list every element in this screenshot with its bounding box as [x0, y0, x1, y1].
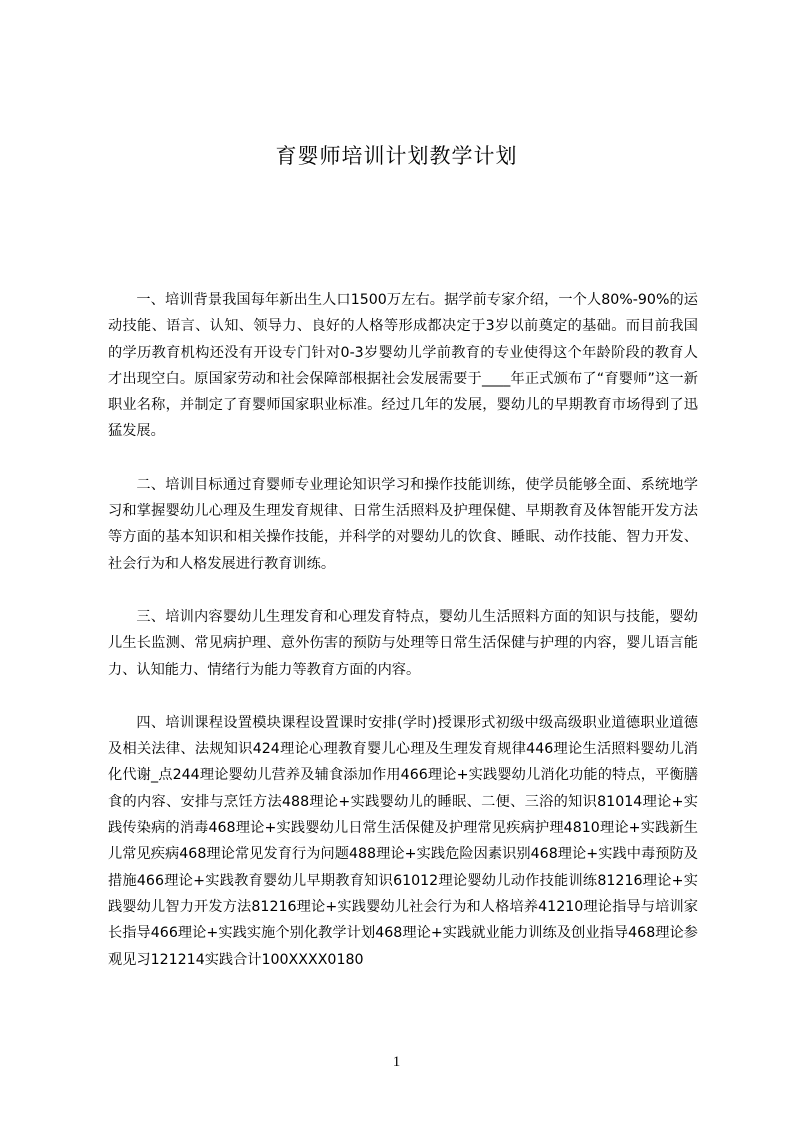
page-title: 育婴师培训计划教学计划	[275, 144, 518, 168]
paragraph-objectives: 二、培训目标通过育婴师专业理论知识学习和操作技能训练，使学员能够全面、系统地学习和掌握婴幼儿心理及生理发育规律、日常生活照料及护理保健、早期教育及体智能开发方法等方面的基本知识和相关操作技能，并科学的对婴幼儿的饮食、睡眠、动作技能、智力开发、社会行为和人格发展进行教育训练。	[108, 476, 698, 572]
paragraph-content: 三、培训内容婴幼儿生理发育和心理发育特点，婴幼儿生活照料方面的知识与技能，婴幼儿生长监测、常见病护理、意外伤害的预防与处理等日常生活保健与护理的内容，婴儿语言能力、认知能力、情绪行为能力等教育方面的内容。	[108, 608, 698, 678]
paragraph-curriculum: 四、培训课程设置模块课程设置课时安排(学时)授课形式初级中级高级职业道德职业道德及相关法律、法规知识424理论心理教育婴儿心理及生理发育规律446理论生活照料婴幼儿消化代谢_点244理论婴幼儿营养及辅食添加作用466理论+实践婴幼儿消化功能的特点，平衡膳食的内容、安排与烹饪方法488理论+实践婴幼儿的睡眠、二便、三浴的知识81014理论+实践传染病的消毒468理论+实践婴幼儿日常生活保健及护理常见疾病护理4810理论+实践新生儿常见疾病468理论常见发育行为问题488理论+实践危险因素识别468理论+实践中毒预防及措施466理论+实践教育婴幼儿早期教育知识61012理论婴幼儿动作技能训练81216理论+实践婴幼儿智力开发方法81216理论+实践婴幼儿社会行为和人格培养41210理论指导与培训家长指导466理论+实践实施个别化教学计划468理论+实践就业能力训练及创业指导468理论参观见习121214实践合计100XXXX0180	[108, 714, 698, 968]
document-body	[108, 287, 698, 1000]
page-number: 1	[392, 1054, 401, 1070]
paragraph-background: 一、培训背景我国每年新出生人口1500万左右。据学前专家介绍，一个人80%-90%的运动技能、语言、认知、领导力、良好的人格等形成都决定于3岁以前奠定的基础。而目前我国的学历教育机构还没有开设专门针对0-3岁婴幼儿学前教育的专业使得这个年龄阶段的教育人才出现空白。原国家劳动和社会保障部根据社会发展需要于____年正式颁布了“育婴师”这一新职业名称，并制定了育婴师国家职业标准。经过几年的发展，婴幼儿的早期教育市场得到了迅猛发展。	[108, 292, 698, 440]
